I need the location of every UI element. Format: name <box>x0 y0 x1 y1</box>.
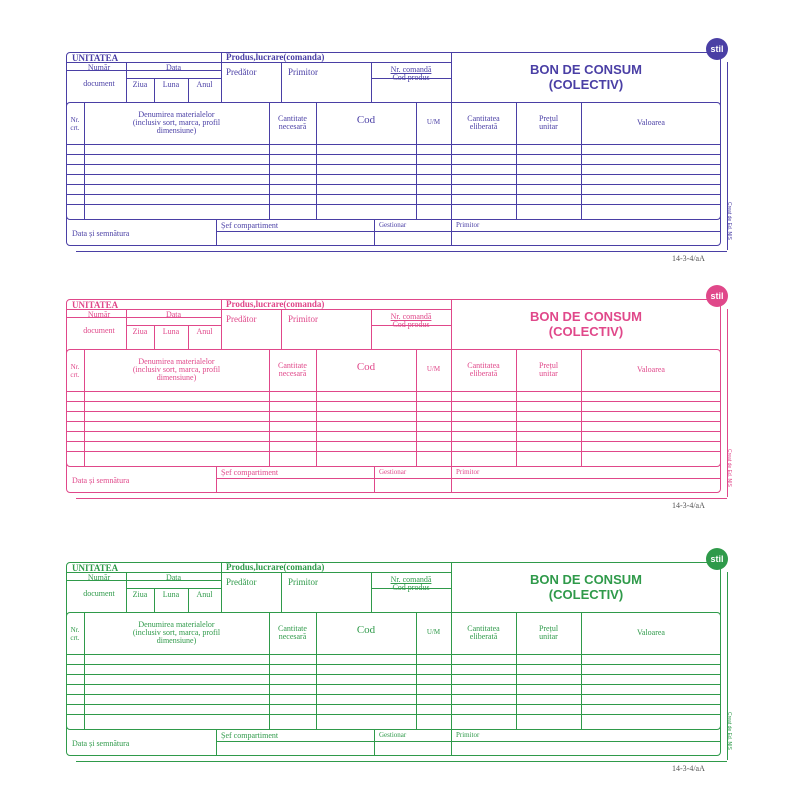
luna-label: Luna <box>162 590 180 599</box>
title-divider <box>451 52 452 102</box>
footer-divider-2 <box>374 730 375 756</box>
anul-label: Anul <box>196 327 213 336</box>
title-divider <box>451 562 452 612</box>
data-semnatura-label: Data și semnătura <box>72 229 130 238</box>
ziua-label: Ziua <box>132 590 148 599</box>
consumption-voucher-form-green <box>66 554 736 773</box>
footer-divider-1 <box>216 467 217 493</box>
form-code: 14-3-4/aA <box>672 254 705 263</box>
nr-comanda-label: Nr. comandă <box>390 65 432 74</box>
publisher-side-text: Creat de Ed. NIS <box>726 202 732 240</box>
um-label: U/M <box>426 628 441 636</box>
primitor-label: Primitor <box>288 314 319 324</box>
denumirea-label-3: dimensiune) <box>156 636 197 645</box>
stil-logo-icon: stil <box>706 548 728 570</box>
publisher-side-text: Creat de Ed. NIS <box>726 449 732 487</box>
predator-divider <box>281 62 282 102</box>
cant-elib-label-2: eliberată <box>469 122 498 131</box>
produs-label: Produs,lucrare(comanda) <box>226 52 325 62</box>
gestionar-label: Gestionar <box>379 221 407 229</box>
cant-elib-label-1: Cantitatea <box>467 361 500 370</box>
denumirea-label-3: dimensiune) <box>156 373 197 382</box>
valoarea-label: Valoarea <box>637 118 665 127</box>
frame-shadow-bottom <box>76 761 727 762</box>
gestionar-label: Gestionar <box>379 731 407 739</box>
footer-subdivider <box>216 478 721 479</box>
sef-compartiment-label: Șef compartiment <box>221 221 279 230</box>
cod-produs-label: Cod produs <box>392 583 430 592</box>
publisher-side-text: Creat de Ed. NIS <box>726 712 732 750</box>
footer-divider-2 <box>374 220 375 246</box>
table-row-line <box>66 144 721 145</box>
table-row-line <box>66 694 721 695</box>
nr-comanda-label: Nr. comandă <box>390 312 432 321</box>
data-label: Data <box>165 310 182 319</box>
footer-divider-3 <box>451 730 452 756</box>
cod-label: Cod <box>356 114 376 126</box>
form-code: 14-3-4/aA <box>672 764 705 773</box>
form-title <box>496 62 676 92</box>
table-row-line <box>66 684 721 685</box>
table-row-line <box>66 421 721 422</box>
pret-label-2: unitar <box>539 122 558 131</box>
footer-divider-2 <box>374 467 375 493</box>
title-line-1: BON DE CONSUM <box>530 572 642 587</box>
cantitate-label-1: Cantitate <box>278 361 307 370</box>
table-row-line <box>66 704 721 705</box>
valoarea-label: Valoarea <box>637 628 665 637</box>
cantitate-label-2: necesară <box>278 122 307 131</box>
title-line-1: BON DE CONSUM <box>530 309 642 324</box>
date-subdivider <box>126 325 221 326</box>
produs-label: Produs,lucrare(comanda) <box>226 299 325 309</box>
table-row-line <box>66 654 721 655</box>
um-label: U/M <box>426 365 441 373</box>
cantitate-label-1: Cantitate <box>278 624 307 633</box>
um-label: U/M <box>426 118 441 126</box>
anul-label: Anul <box>196 590 213 599</box>
cantitate-label-2: necesară <box>278 369 307 378</box>
ziua-label: Ziua <box>132 80 148 89</box>
title-divider <box>451 299 452 349</box>
footer-divider-1 <box>216 730 217 756</box>
produs-label: Produs,lucrare(comanda) <box>226 562 325 572</box>
cod-produs-label: Cod produs <box>392 320 430 329</box>
denumirea-label-2: (inclusiv sort, marca, profil <box>132 628 221 637</box>
predator-label: Predător <box>226 67 257 77</box>
pret-label-1: Prețul <box>538 114 559 123</box>
nr-label: Nr. <box>70 116 80 124</box>
stil-logo-icon: stil <box>706 38 728 60</box>
denumirea-label-2: (inclusiv sort, marca, profil <box>132 365 221 374</box>
nr-label: Nr. <box>70 626 80 634</box>
data-label: Data <box>165 63 182 72</box>
table-row-line <box>66 451 721 452</box>
title-line-2: (COLECTIV) <box>548 587 624 602</box>
footer-divider-1 <box>216 220 217 246</box>
crt-label: crt. <box>70 634 80 642</box>
form-code: 14-3-4/aA <box>672 501 705 510</box>
pret-label-2: unitar <box>539 369 558 378</box>
primitor-footer-label: Primitor <box>456 221 480 229</box>
table-row-line <box>66 184 721 185</box>
numar-label: Număr <box>87 573 111 582</box>
denumirea-label-1: Denumirea materialelor <box>138 620 215 629</box>
table-row-line <box>66 164 721 165</box>
sef-compartiment-label: Șef compartiment <box>221 731 279 740</box>
document-label: document <box>83 589 115 598</box>
title-line-1: BON DE CONSUM <box>530 62 642 77</box>
cant-elib-label-2: eliberată <box>469 369 498 378</box>
sef-compartiment-label: Șef compartiment <box>221 468 279 477</box>
data-semnatura-label: Data și semnătura <box>72 476 130 485</box>
denumirea-label-3: dimensiune) <box>156 126 197 135</box>
form-title <box>496 309 676 339</box>
luna-label: Luna <box>162 327 180 336</box>
table-row-line <box>66 411 721 412</box>
consumption-voucher-form-pink <box>66 291 736 510</box>
ziua-label: Ziua <box>132 327 148 336</box>
pret-label-2: unitar <box>539 632 558 641</box>
predator-label: Predător <box>226 577 257 587</box>
pret-label-1: Prețul <box>538 361 559 370</box>
luna-label: Luna <box>162 80 180 89</box>
title-line-2: (COLECTIV) <box>548 324 624 339</box>
nr-comanda-label: Nr. comandă <box>390 575 432 584</box>
table-row-line <box>66 674 721 675</box>
cod-produs-label: Cod produs <box>392 73 430 82</box>
unitatea-label: UNITATEA <box>72 563 119 573</box>
primitor-footer-label: Primitor <box>456 731 480 739</box>
denumirea-label-1: Denumirea materialelor <box>138 110 215 119</box>
numar-label: Număr <box>87 310 111 319</box>
cant-elib-label-1: Cantitatea <box>467 624 500 633</box>
nr-label: Nr. <box>70 363 80 371</box>
cantitate-label-2: necesară <box>278 632 307 641</box>
document-label: document <box>83 326 115 335</box>
table-row-line <box>66 391 721 392</box>
table-row-line <box>66 154 721 155</box>
crt-label: crt. <box>70 371 80 379</box>
gestionar-label: Gestionar <box>379 468 407 476</box>
data-label: Data <box>165 573 182 582</box>
cant-elib-label-2: eliberată <box>469 632 498 641</box>
primitor-label: Primitor <box>288 67 319 77</box>
numar-label: Număr <box>87 63 111 72</box>
denumirea-label-1: Denumirea materialelor <box>138 357 215 366</box>
data-semnatura-label: Data și semnătura <box>72 739 130 748</box>
table-row-line <box>66 194 721 195</box>
table-row-line <box>66 401 721 402</box>
unit-divider <box>221 52 222 102</box>
table-row-line <box>66 441 721 442</box>
unitatea-label: UNITATEA <box>72 300 119 310</box>
stil-logo-icon: stil <box>706 285 728 307</box>
unitatea-label: UNITATEA <box>72 53 119 63</box>
document-label: document <box>83 79 115 88</box>
frame-shadow-bottom <box>76 251 727 252</box>
unit-divider <box>221 299 222 349</box>
cod-label: Cod <box>356 361 376 373</box>
footer-divider-3 <box>451 220 452 246</box>
cant-elib-label-1: Cantitatea <box>467 114 500 123</box>
crt-label: crt. <box>70 124 80 132</box>
table-row-line <box>66 204 721 205</box>
date-subdivider <box>126 78 221 79</box>
valoarea-label: Valoarea <box>637 365 665 374</box>
denumirea-label-2: (inclusiv sort, marca, profil <box>132 118 221 127</box>
predator-divider <box>281 309 282 349</box>
primitor-footer-label: Primitor <box>456 468 480 476</box>
pret-label-1: Prețul <box>538 624 559 633</box>
table-row-line <box>66 174 721 175</box>
cantitate-label-1: Cantitate <box>278 114 307 123</box>
cod-label: Cod <box>356 624 376 636</box>
footer-subdivider <box>216 741 721 742</box>
unit-divider <box>221 562 222 612</box>
form-title <box>496 572 676 602</box>
footer-divider-3 <box>451 467 452 493</box>
table-row-line <box>66 664 721 665</box>
predator-divider <box>281 572 282 612</box>
date-subdivider <box>126 588 221 589</box>
footer-subdivider <box>216 231 721 232</box>
title-line-2: (COLECTIV) <box>548 77 624 92</box>
frame-shadow-bottom <box>76 498 727 499</box>
consumption-voucher-form-blue <box>66 44 736 263</box>
table-row-line <box>66 431 721 432</box>
table-row-line <box>66 714 721 715</box>
primitor-label: Primitor <box>288 577 319 587</box>
anul-label: Anul <box>196 80 213 89</box>
predator-label: Predător <box>226 314 257 324</box>
